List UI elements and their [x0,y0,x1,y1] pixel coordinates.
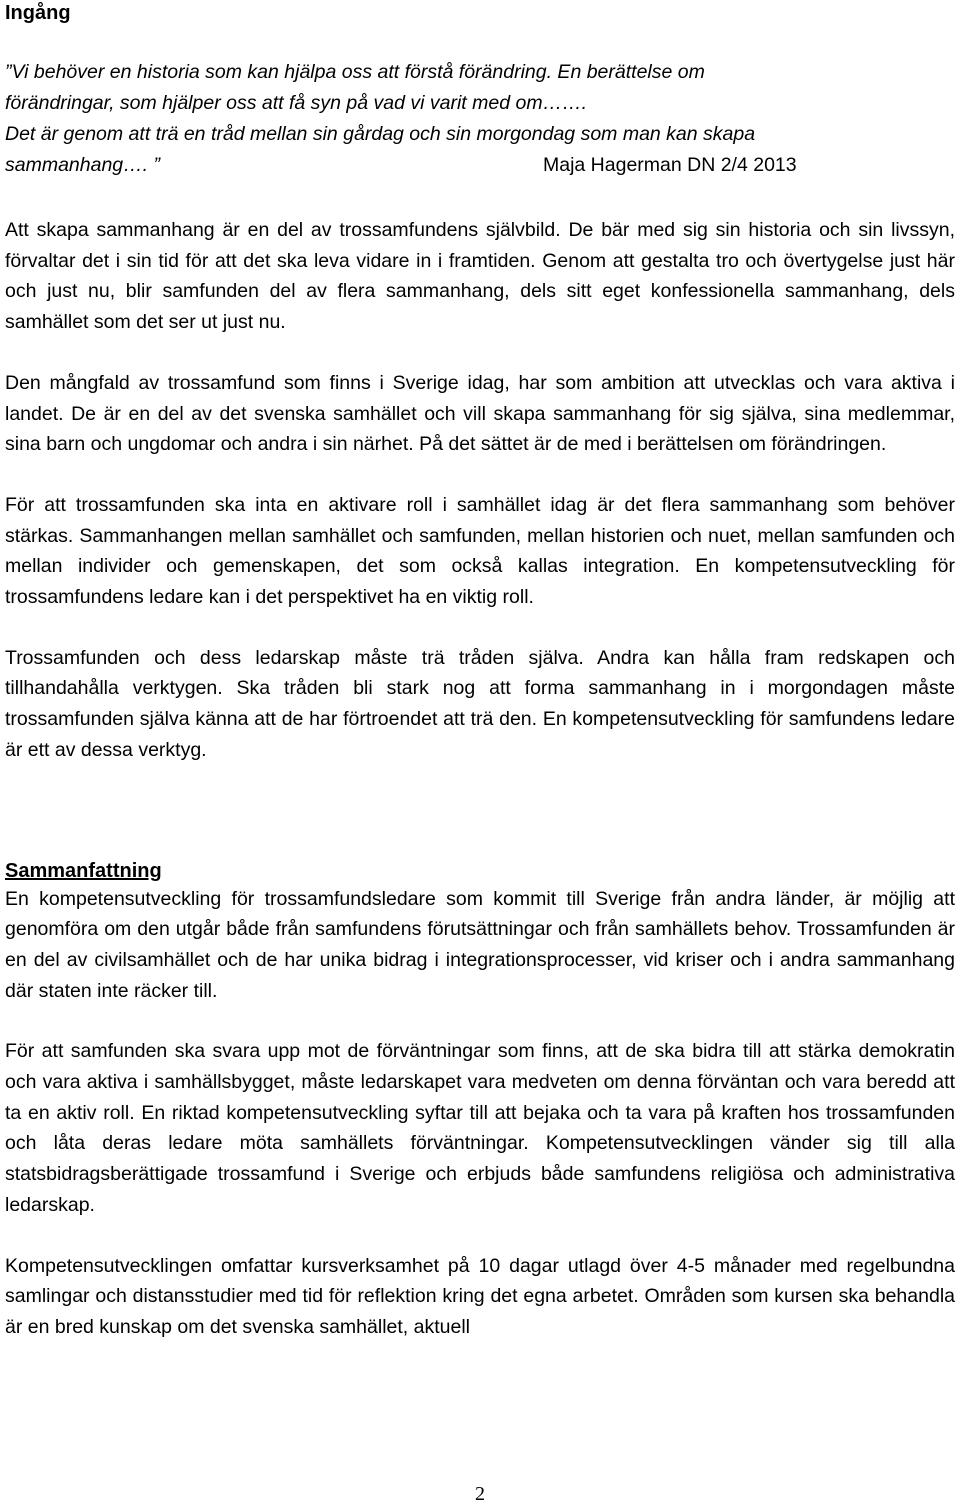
paragraph: Att skapa sammanhang är en del av trossamfundens självbild. De bär med sig sin historia och sin livssyn, förvaltar det i sin tid för att det ska leva vidare in i framtiden. Genom att gestalta tro och övertygelse just här och just nu, blir samfunden del av flera sammanhang, dels sitt eget konfessionella sammanhang, dels samhället som det ser ut just nu. [5,219,955,334]
paragraph: Kompetensutvecklingen omfattar kursverksamhet på 10 dagar utlagd över 4-5 månader med regelbundna samlingar och distansstudier med tid för reflektion kring det egna arbetet. Områden som kursen ska behandla är en bred kunskap om det svenska samhället, aktuell [5,1254,955,1338]
spacer [5,1221,955,1251]
quote-line-with-attribution [5,150,955,181]
page-number: 2 [475,1483,485,1505]
section-heading-ingang: Ingång [5,2,71,24]
paragraph: För att samfunden ska svara upp mot de förväntningar som finns, att de ska bidra till att stärka demokratin och vara aktiva i samhällsbygget, måste ledarskapet vara medveten om denna förväntan och vara beredd att ta en aktiv roll. En riktad kompetensutveckling syftar till att bejaka och ta vara på kraften hos trossamfunden och låta deras ledare möta samhällets förväntningar. Kompetensutvecklingen vänder sig till alla statsbidragsberättigade trossamfund i Sverige och erbjuds både samfundens religiösa och administrativa ledarskap. [5,1040,955,1216]
spacer [5,766,955,858]
paragraph: En kompetensutveckling för trossamfundsledare som kommit till Sverige från andra länder, är möjlig att genomföra om den utgår både från samfundens förutsättningar och från samhällets behov. Trossamfunden är en del av civilsamhället och de har unika bidrag i integrationsprocesser, vid kriser och i andra sammanhang där staten inte räcker till. [5,887,955,1002]
quote-line: sammanhang…. ” [5,154,160,176]
spacer [5,181,955,215]
quote-line: ”Vi behöver en historia som kan hjälpa oss att förstå förändring. En berättelse om [5,61,705,83]
paragraph: För att trossamfunden ska inta en aktivare roll i samhället idag är det flera sammanhang som behöver stärkas. Sammanhangen mellan samhället och samfunden, mellan historien och nuet, mellan samfunden och mellan individer och gemenskapen, det som också kallas integration. En kompetensutveckling för trossamfundens ledare kan i det perspektivet ha en viktig roll. [5,493,955,609]
quote-attribution: Maja Hagerman DN 2/4 2013 [542,154,797,176]
spacer [5,26,955,57]
spacer [5,613,955,643]
spacer [5,1006,955,1036]
paragraph: Den mångfald av trossamfund som finns i Sverige idag, har som ambition att utvecklas och vara aktiva i landet. De är en del av det svenska samhället och vill skapa sammanhang för sig själva, sina medlemmar, sina barn och ungdomar och andra i sin närhet. På det sättet är de med i berättelsen om förändringen. [5,371,955,456]
quote-line: Det är genom att trä en tråd mellan sin gårdag och sin morgondag som man kan skapa [5,123,756,145]
spacer [5,338,955,368]
spacer [5,460,955,490]
quote-block [5,57,955,181]
paragraph: Trossamfunden och dess ledarskap måste trä tråden själva. Andra kan hålla fram redskapen och tillhandahålla verktygen. Ska tråden bli stark nog att forma sammanhang in i morgondagen måste trossamfunden själva känna att de har förtroendet att trä den. En kompetensutveckling för samfundens ledare är ett av dessa verktyg. [5,646,955,761]
section-heading-sammanfattning: Sammanfattning [5,859,162,882]
document-page [5,0,955,1343]
quote-line: förändringar, som hjälper oss att få syn på vad vi varit med om……. [5,92,588,114]
